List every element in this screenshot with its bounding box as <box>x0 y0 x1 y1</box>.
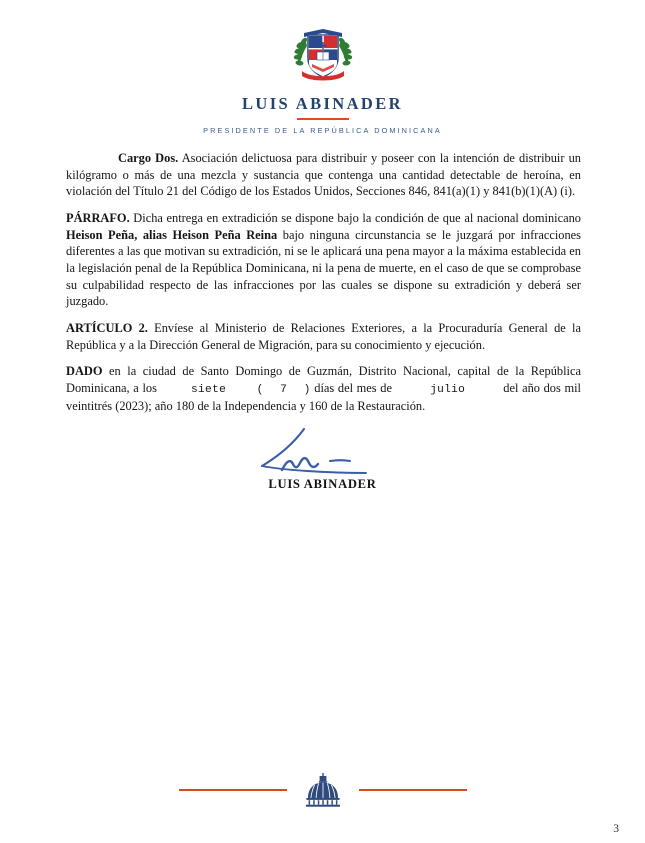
articulo-2-text: Envíese al Ministerio de Relaciones Exteriores, a la Procuraduría General de la República y a la Dirección General de Migración, para su conocimiento y ejecución. <box>66 321 581 352</box>
signature-block <box>0 428 645 492</box>
paragraph-articulo-2 <box>66 320 581 353</box>
footer-rule-right <box>359 789 467 790</box>
parrafo-lead: PÁRRAFO. <box>66 211 130 226</box>
handwritten-signature-icon <box>238 428 408 480</box>
day-number-field[interactable]: 7 <box>280 384 288 397</box>
paragraph-parrafo <box>66 210 581 310</box>
month-field[interactable]: julio <box>430 384 466 397</box>
letterhead <box>0 0 645 134</box>
page-footer <box>0 773 645 835</box>
dado-text-2: días del mes de <box>310 381 396 396</box>
signer-name: LUIS ABINADER <box>268 477 377 491</box>
president-title: PRESIDENTE DE LA REPÚBLICA DOMINICANA <box>203 126 442 135</box>
document-body <box>66 150 581 415</box>
dominican-coat-of-arms-icon <box>290 22 356 84</box>
dado-lead: DADO <box>66 364 103 379</box>
day-word-field[interactable]: siete <box>191 384 227 397</box>
cargo-dos-lead: Cargo Dos. <box>118 151 179 165</box>
capitol-dome-icon <box>303 773 343 807</box>
cargo-dos-text: Asociación delictuosa para distribuir y poseer con la intención de distribuir un kilógramo o más de una mezcla y sustancia que contenga una cantidad detectable de heroína, en violación del Título 21 del Código de los Estados Unidos, Secciones 846, 841(a)(1) y 841(b)(1)(A) (i). <box>66 151 581 199</box>
parrafo-text-before-name: Dicha entrega en extradición se dispone bajo la condición de que al nacional dominicano <box>129 211 581 226</box>
paragraph-cargo-dos <box>66 150 581 200</box>
page-number: 3 <box>613 823 619 835</box>
day-open-paren: ( <box>256 384 264 397</box>
subject-name: Heison Peña, alias Heison Peña Reina <box>66 227 278 242</box>
articulo-2-lead: ARTÍCULO 2. <box>66 321 148 336</box>
president-name: LUIS ABINADER <box>242 94 403 113</box>
day-close-paren: ) <box>303 384 311 397</box>
footer-emblem-row <box>0 773 645 807</box>
paragraph-dado <box>66 363 581 414</box>
footer-rule-left <box>179 789 287 790</box>
dado-text-3: del año dos mil veintitrés (2023); año 180 de la Independencia y 160 de la Restauración. <box>66 381 581 414</box>
parrafo-text-after-name: bajo ninguna circunstancia se le juzgará por infracciones diferentes a las que motivan su extradición, ni se le aplicará una pena mayor a la máxima establecida en la legislación penal de la República Dominicana, ni la pena de muerte, en el caso de que se comprobase su culpabilidad respecto de las infracciones por las cuales se dispone su extradición y deberá ser juzgado. <box>66 227 581 309</box>
dado-text-1: en la ciudad de Santo Domingo de Guzmán, Distrito Nacional, capital de la República Dominicana, a los <box>66 364 581 396</box>
name-underline-rule <box>297 118 349 121</box>
